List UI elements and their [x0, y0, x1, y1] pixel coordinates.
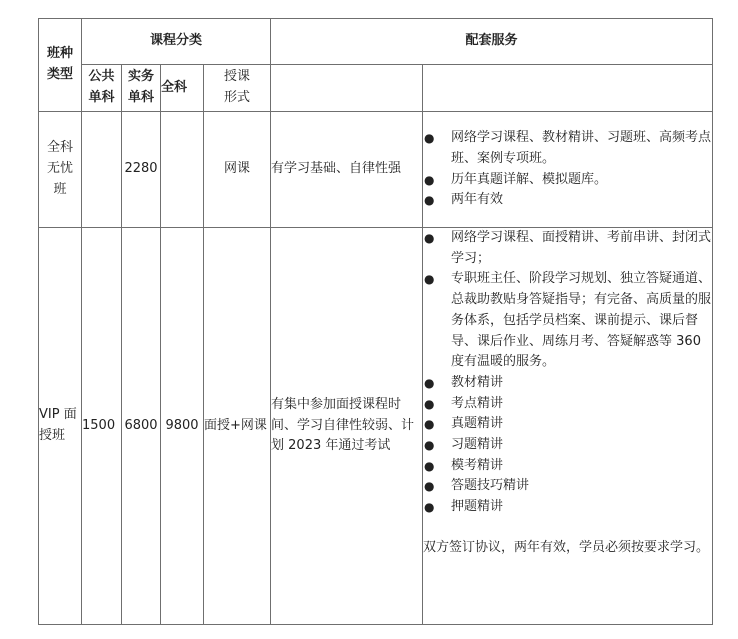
header-mode [204, 65, 271, 112]
service-text: 教材精讲 [451, 374, 504, 390]
row-name [39, 112, 82, 228]
header-full: 全科 [161, 65, 204, 112]
bullet-icon: ● [424, 231, 435, 245]
list-item [423, 435, 712, 456]
cell-full [161, 112, 204, 228]
bullet-icon: ● [424, 131, 435, 146]
cell-services [423, 228, 713, 625]
bullet-icon: ● [424, 396, 435, 411]
list-item [423, 190, 712, 211]
header-public [82, 65, 122, 112]
header-service: 配套服务 [271, 19, 713, 65]
course-table [38, 18, 713, 625]
cell-mode: 网课 [204, 112, 271, 228]
service-text: 模考精讲 [451, 457, 504, 473]
bullet-icon: ● [424, 458, 435, 473]
cell-public [82, 112, 122, 228]
cell-public: 1500 [82, 228, 122, 625]
header-public-text: 公共 单科 [88, 69, 115, 105]
list-item [423, 373, 712, 394]
row-name [39, 228, 82, 625]
bullet-icon: ● [424, 272, 435, 287]
cell-audience: 有集中参加面授课程时间、学习自律性较弱、计划 2023 年通过考试 [271, 228, 423, 625]
list-item [423, 394, 712, 415]
bullet-icon: ● [424, 193, 435, 208]
list-item [423, 476, 712, 497]
service-text: 网络学习课程、面授精讲、考前串讲、封闭式学习； [451, 230, 712, 266]
service-list [423, 128, 712, 211]
header-mode-text: 授课 形式 [224, 69, 251, 105]
list-item [423, 414, 712, 435]
list-item [423, 128, 712, 169]
service-text: 答题技巧精讲 [451, 478, 530, 494]
service-text: 考点精讲 [451, 395, 504, 411]
service-text: 押题精讲 [451, 499, 504, 515]
cell-practice: 6800 [122, 228, 161, 625]
list-item [423, 497, 712, 518]
bullet-icon: ● [424, 172, 435, 187]
cell-full: 9800 [161, 228, 204, 625]
bullet-icon: ● [424, 438, 435, 453]
service-text: 历年真题详解、模拟题库。 [451, 171, 608, 187]
header-practice-text: 实务 单科 [127, 69, 154, 105]
service-text: 真题精讲 [451, 416, 504, 432]
header-class-type-text: 班种 类型 [46, 46, 73, 82]
bullet-icon: ● [424, 417, 435, 432]
header-service-empty [423, 65, 713, 112]
service-text: 专职班主任、阶段学习规划、独立答疑通道、总裁助教贴身答疑指导；有完备、高质量的服务体系，包括学员档案、课前提示、课后督导、课后作业、周练月考、答疑解惑等 360 度有温暖的服务。 [451, 271, 712, 370]
list-item [423, 456, 712, 477]
row-name-text: VIP 面 授班 [39, 407, 77, 443]
list-item [423, 228, 712, 269]
cell-services [423, 112, 713, 228]
table-row [39, 112, 713, 228]
bullet-icon: ● [424, 479, 435, 494]
cell-mode: 面授+网课 [204, 228, 271, 625]
list-item [423, 170, 712, 191]
agreement-note: 双方签订协议，两年有效，学员必须按要求学习。 [423, 539, 710, 555]
table-row [39, 228, 713, 625]
cell-practice: 2280 [122, 112, 161, 228]
list-item [423, 269, 712, 373]
row-name-text: 全科 无忧 班 [46, 140, 73, 197]
bullet-icon: ● [424, 375, 435, 390]
header-practice [122, 65, 161, 112]
service-list [423, 228, 712, 518]
cell-audience: 有学习基础、自律性强 [271, 112, 423, 228]
header-audience-empty [271, 65, 423, 112]
header-category: 课程分类 [82, 19, 271, 65]
bullet-icon: ● [424, 500, 435, 515]
header-class-type [39, 19, 82, 112]
service-text: 习题精讲 [451, 437, 504, 453]
service-text: 两年有效 [451, 192, 504, 208]
service-text: 网络学习课程、教材精讲、习题班、高频考点班、案例专项班。 [451, 130, 712, 166]
